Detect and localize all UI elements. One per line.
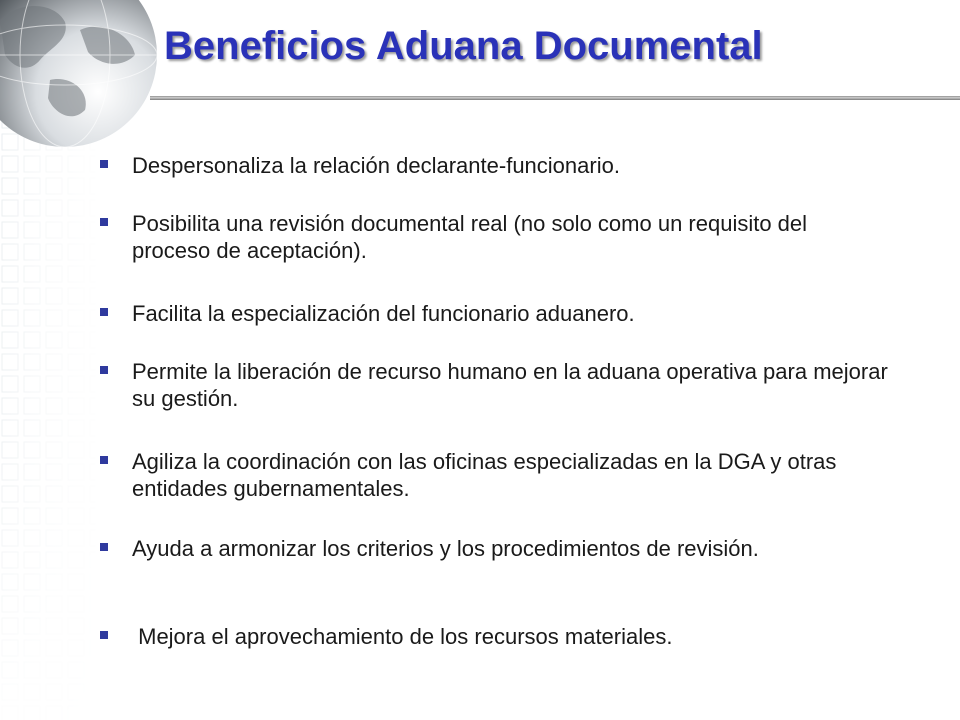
bullet-item (100, 358, 890, 412)
bullet-square-icon (100, 308, 108, 316)
bullet-item (100, 152, 890, 179)
bullet-item (100, 210, 890, 264)
bullet-text: Ayuda a armonizar los criterios y los procedimientos de revisión. (132, 536, 759, 561)
bullet-text: Permite la liberación de recurso humano en la aduana operativa para mejorar su gestión. (132, 359, 888, 411)
bullet-text: Facilita la especialización del funcionario aduanero. (132, 301, 635, 326)
bullet-item (100, 623, 890, 650)
bullet-text: Agiliza la coordinación con las oficinas especializadas en la DGA y otras entidades gubernamentales. (132, 449, 837, 501)
bullet-item (100, 535, 890, 562)
bullet-text: Despersonaliza la relación declarante-funcionario. (132, 153, 620, 178)
bullet-text: Posibilita una revisión documental real (no solo como un requisito del proceso de aceptación). (132, 211, 808, 263)
bullet-square-icon (100, 456, 108, 464)
bullet-square-icon (100, 543, 108, 551)
bullet-square-icon (100, 366, 108, 374)
globe-icon (0, 0, 160, 150)
bullet-square-icon (100, 218, 108, 226)
title-divider (150, 96, 960, 100)
slide-title: Beneficios Aduana Documental (164, 24, 763, 68)
bullet-item (100, 300, 890, 327)
bullet-text: Mejora el aprovechamiento de los recursos materiales. (132, 624, 673, 649)
bullet-square-icon (100, 631, 108, 639)
bullet-item (100, 448, 890, 502)
bullet-square-icon (100, 160, 108, 168)
